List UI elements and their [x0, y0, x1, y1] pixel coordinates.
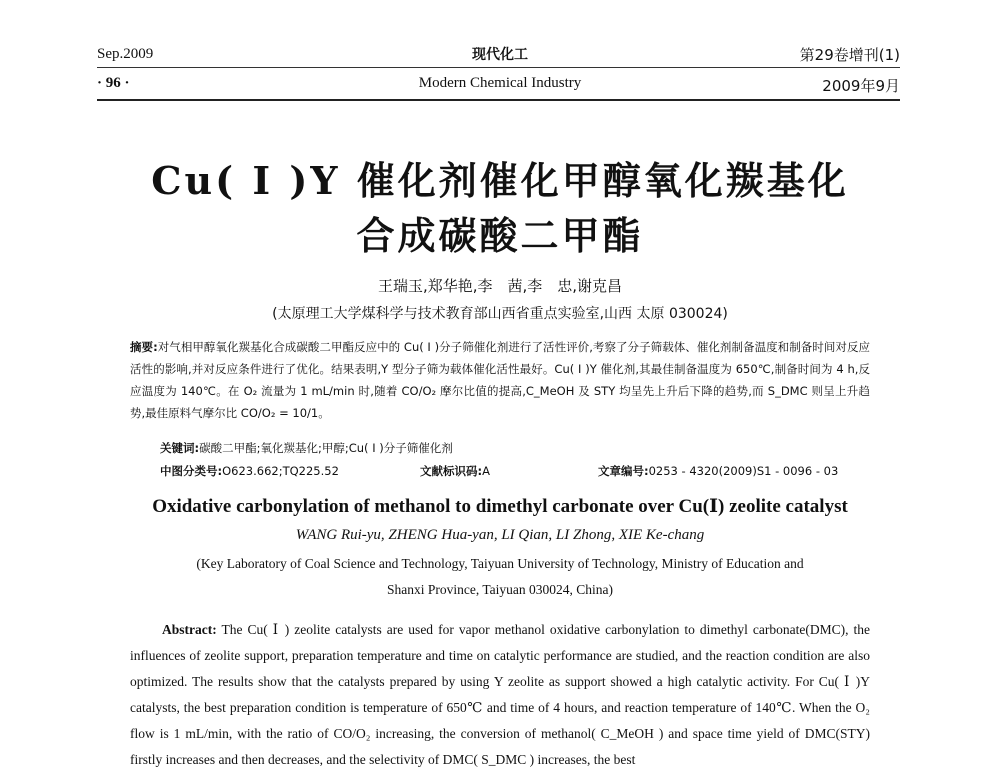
paper-title-line2: 合成碳酸二甲酯 — [356, 213, 644, 258]
abstract-en-label: Abstract: — [162, 622, 217, 637]
abstract-cn-label: 摘要: — [130, 340, 158, 354]
affiliation-cn: (太原理工大学煤科学与技术教育部山西省重点实验室,山西 太原 030024) — [272, 306, 728, 322]
affiliation-en-line2: Shanxi Province, Taiyuan 030024, China) — [386, 582, 614, 597]
abstract-en-text: The Cu( Ⅰ ) zeolite catalysts are used for vapor methanol oxidative carbonylation to dimethyl carbonate(DMC), the influences of zeolite support, preparation temperature and time on catalytic performance are studied, and the reaction condition are also optimized. The results show that the catalysts prepared by using Y zeolite as support showed a high catalytic activity. For Cu( Ⅰ )Y catalysts, the best preparation condition is temperature of 650℃ and time of 4 hours, and reaction temperature of 140℃. When the O₂ flow is 1 mL/min, with the ratio of CO/O₂ increasing, the conversion of methanol( C_MeOH ) and space time yield of DMC(STY) firstly increases and then decreases, and the selectivity of DMC( S_DMC ) increases, the best — [130, 622, 870, 767]
abstract-cn — [130, 336, 870, 424]
keywords-text: 碳酸二甲酯;氧化羰基化;甲醇;Cu( Ⅰ )分子筛催化剂 — [199, 441, 453, 455]
document-code — [420, 463, 490, 479]
authors-en: WANG Rui-yu, ZHENG Hua-yan, LI Qian, LI Zhong, XIE Ke-chang — [295, 527, 705, 543]
paper-title-en: Oxidative carbonylation of methanol to dimethyl carbonate over Cu(Ⅰ) zeolite catalyst — [152, 496, 848, 517]
keywords — [160, 440, 453, 456]
page-number: · 96 · — [97, 75, 130, 91]
doc-code-value: A — [482, 464, 490, 478]
header-rule-thin — [97, 67, 900, 68]
header-date: Sep.2009 — [97, 46, 154, 62]
affiliation-en-line1: (Key Laboratory of Coal Science and Technology, Taiyuan University of Technology, Ministry of Education and — [196, 556, 804, 571]
journal-name-cn: 现代化工 — [472, 47, 528, 63]
issue-date: 2009年9月 — [822, 77, 900, 95]
header-rule-thick — [97, 99, 900, 101]
clc-number — [160, 463, 339, 479]
clc-label: 中图分类号: — [160, 464, 223, 478]
clc-value: O623.662;TQ225.52 — [222, 464, 339, 478]
journal-name-en: Modern Chemical Industry — [418, 75, 582, 91]
article-number-label: 文章编号: — [598, 464, 649, 478]
abstract-en — [130, 617, 870, 773]
article-number-value: 0253 - 4320(2009)S1 - 0096 - 03 — [648, 464, 839, 478]
paper-title-line1: Cu( Ⅰ )Y 催化剂催化甲醇氧化羰基化 — [151, 158, 849, 203]
authors-cn: 王瑞玉,郑华艳,李 茜,李 忠,谢克昌 — [377, 277, 623, 295]
volume-issue: 第29卷增刊(1) — [799, 46, 900, 64]
article-number — [598, 463, 838, 479]
abstract-cn-text: 对气相甲醇氧化羰基化合成碳酸二甲酯反应中的 Cu( Ⅰ )分子筛催化剂进行了活性评价,考察了分子筛载体、催化剂制备温度和制备时间对反应活性的影响,并对反应条件进行了优化。结果表明,Y 型分子筛为载体催化活性最好。Cu( Ⅰ )Y 催化剂,其最佳制备温度为 650℃,制备时间为 4 h,反应温度为 140℃。在 O₂ 流量为 1 mL/min 时,随着 CO/O₂ 摩尔比值的提高,C_MeOH 及 STY 均呈先上升后下降的趋势,而 S_DMC 则呈上升趋势,最佳原料气摩尔比 CO/O₂ = 10/1。 — [130, 340, 870, 420]
doc-code-label: 文献标识码: — [420, 464, 483, 478]
keywords-label: 关键词: — [160, 441, 200, 455]
